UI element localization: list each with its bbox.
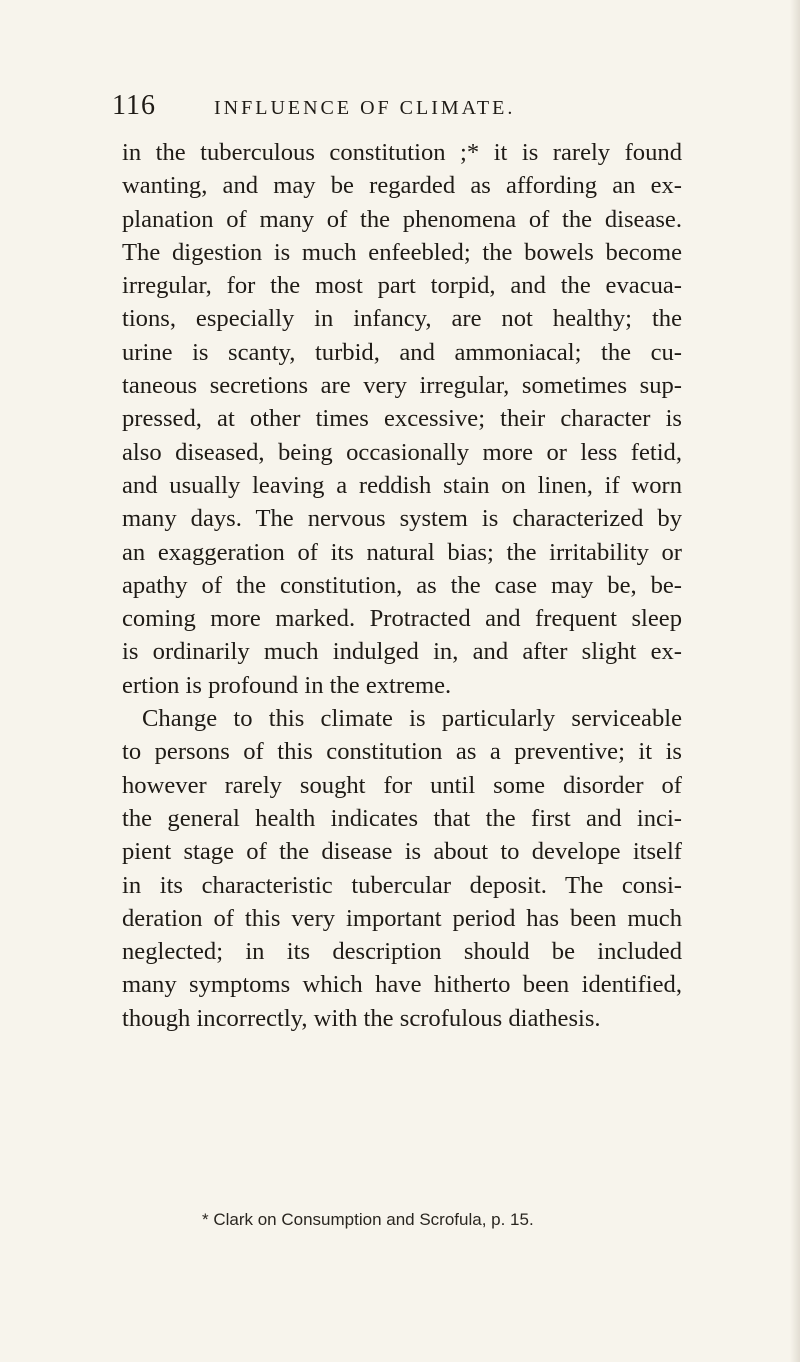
text-line: irregular, for the most part torpid, and the evacua-	[122, 272, 682, 300]
running-head: INFLUENCE OF CLIMATE.	[214, 97, 516, 119]
text-line: pient stage of the disease is about to develope itself	[122, 838, 682, 866]
text-line: many days. The nervous system is characterized by	[122, 505, 682, 533]
text-line: however rarely sought for until some disorder of	[122, 771, 682, 799]
text-line: planation of many of the phenomena of the disease.	[122, 205, 682, 233]
text-line: the general health indicates that the first and inci-	[122, 804, 682, 832]
text-line: in the tuberculous constitution ;* it is rarely found	[122, 139, 682, 166]
page-number: 116	[112, 90, 156, 121]
text-line: to persons of this constitution as a preventive; it is	[122, 738, 682, 766]
text-line: taneous secretions are very irregular, sometimes sup-	[122, 372, 682, 400]
footnote: * Clark on Consumption and Scrofula, p. 15.	[202, 1210, 534, 1229]
text-line: an exaggeration of its natural bias; the irritability or	[122, 538, 682, 566]
page-edge-shadow	[790, 0, 800, 1362]
text-line: is ordinarily much indulged in, and after slight ex-	[122, 638, 682, 666]
body-text	[122, 136, 682, 1035]
text-line: wanting, and may be regarded as affording an ex-	[122, 172, 682, 200]
text-line: urine is scanty, turbid, and ammoniacal; the cu-	[122, 338, 682, 366]
text-line: pressed, at other times excessive; their character is	[122, 405, 682, 433]
text-line: deration of this very important period has been much	[122, 904, 682, 932]
text-line: neglected; in its description should be included	[122, 938, 682, 966]
text-line: tions, especially in infancy, are not healthy; the	[122, 305, 682, 333]
paragraph-end-line: ertion is profound in the extreme.	[122, 671, 452, 699]
text-line: in its characteristic tubercular deposit. The consi-	[122, 871, 682, 899]
paragraph-end-line: though incorrectly, with the scrofulous diathesis.	[122, 1004, 601, 1032]
text-line: coming more marked. Protracted and frequent sleep	[122, 605, 682, 633]
page-header	[0, 82, 800, 122]
text-line: The digestion is much enfeebled; the bowels become	[122, 238, 682, 266]
paragraph-start-line: Change to this climate is particularly serviceable	[142, 705, 682, 733]
text-line: apathy of the constitution, as the case may be, be-	[122, 571, 682, 599]
text-line: also diseased, being occasionally more or less fetid,	[122, 438, 682, 466]
text-line: many symptoms which have hitherto been identified,	[122, 971, 682, 999]
text-line: and usually leaving a reddish stain on linen, if worn	[122, 471, 682, 499]
